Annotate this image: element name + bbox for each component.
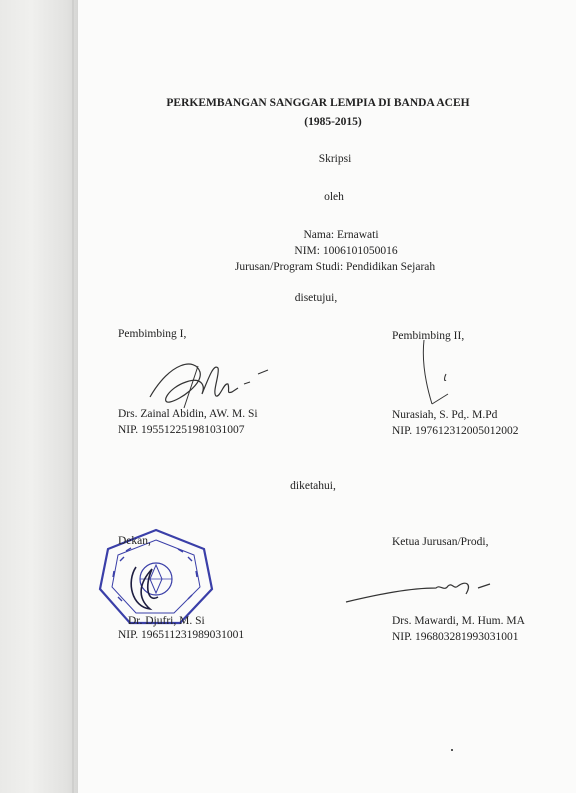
document-title: PERKEMBANGAN SANGGAR LEMPIA DI BANDA ACEH: [166, 97, 470, 109]
author-name: Nama: Ernawati: [303, 229, 379, 241]
known-label: diketahui,: [290, 480, 336, 492]
head-role: Ketua Jurusan/Prodi,: [392, 536, 489, 548]
approved-label: disetujui,: [294, 292, 338, 304]
binding-line: [72, 0, 74, 793]
university-stamp: [96, 527, 216, 627]
by-label: oleh: [324, 191, 344, 203]
page-speck: [451, 749, 453, 751]
supervisor2-signature: [410, 338, 460, 410]
supervisor2-role: Pembimbing II,: [392, 330, 465, 342]
dean-name: Dr. Djufri, M. Si: [128, 615, 205, 627]
document-years: (1985-2015): [304, 116, 362, 128]
supervisor1-signature: [140, 352, 280, 412]
supervisor2-nip: NIP. 197612312005012002: [392, 425, 519, 437]
author-nim: NIM: 1006101050016: [294, 245, 398, 257]
dean-nip: NIP. 196511231989031001: [118, 629, 245, 641]
binding-shadow: [0, 0, 78, 793]
supervisor1-name: Drs. Zainal Abidin, AW. M. Si: [118, 408, 258, 420]
author-program: Jurusan/Program Studi: Pendidikan Sejarah: [234, 261, 436, 273]
head-signature: [340, 574, 500, 608]
head-name: Drs. Mawardi, M. Hum. MA: [392, 615, 525, 627]
supervisor2-name: Nurasiah, S. Pd,. M.Pd: [392, 409, 498, 421]
head-nip: NIP. 196803281993031001: [392, 631, 519, 643]
document-type: Skripsi: [318, 153, 352, 165]
supervisor1-nip: NIP. 195512251981031007: [118, 424, 245, 436]
supervisor1-role: Pembimbing I,: [118, 328, 187, 340]
dean-role: Dekan,: [118, 535, 151, 547]
